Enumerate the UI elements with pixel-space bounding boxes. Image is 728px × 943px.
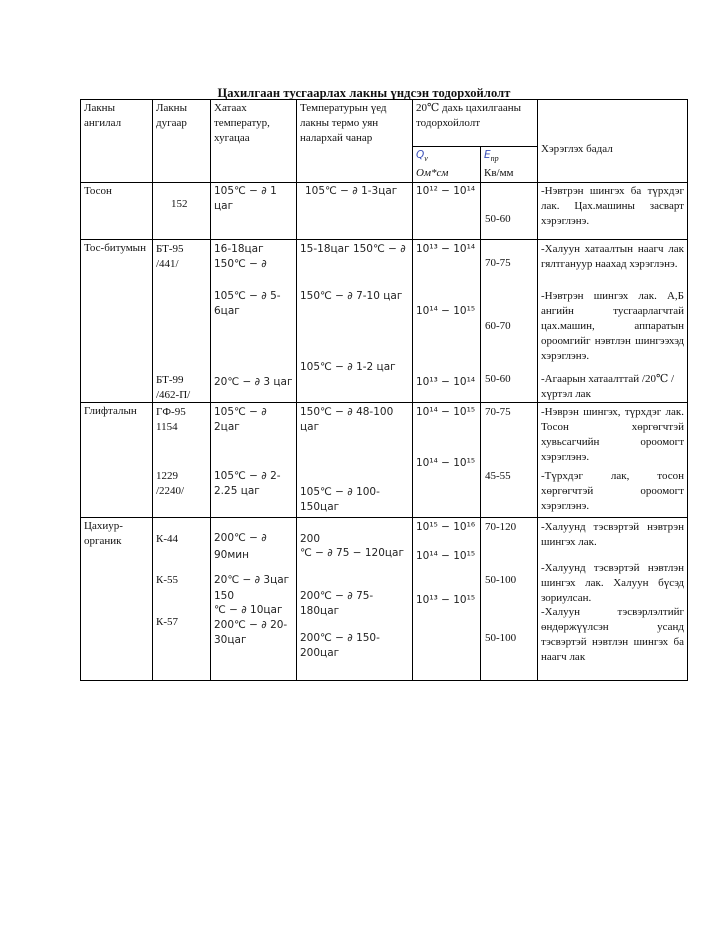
cell-text: -Агаарын хатаалттай /20℃ / хүртэл лак bbox=[541, 373, 675, 401]
row-toson-resist bbox=[413, 183, 481, 240]
table-row bbox=[81, 403, 688, 518]
cell-text: 15-18цаг 150℃ − ∂ bbox=[300, 243, 406, 256]
row-silicon-strength bbox=[481, 518, 538, 681]
header-resist bbox=[413, 147, 481, 183]
table-row bbox=[81, 518, 688, 681]
header-thermo: Температурын үед лакны термо уян налархай чанар bbox=[297, 100, 413, 183]
cell-text: 20℃ − ∂ 3 цаг bbox=[214, 376, 293, 389]
cell-text: 200 bbox=[300, 533, 321, 546]
cell-text: 105℃ − ∂ 1 цаг bbox=[214, 185, 277, 213]
row-bitum-thermo bbox=[297, 240, 413, 403]
cell-text: 10¹⁵ − 10¹⁶ bbox=[416, 521, 476, 534]
cell-text: 150℃ − ∂ 7-10 цаг bbox=[300, 290, 403, 303]
cell-text: 50-60 bbox=[485, 373, 511, 386]
cell-text: -Нэвтрэн шингэх ба түрхдэг лак. Цах.машины засварт хэрэглэнэ. bbox=[541, 185, 684, 228]
row-toson-number bbox=[153, 183, 211, 240]
row-toson-dry bbox=[211, 183, 297, 240]
cell-text: 105℃ − ∂ 2-2.25 цаг bbox=[214, 470, 281, 498]
cell-text: К-57 bbox=[156, 616, 178, 629]
row-silicon-number bbox=[153, 518, 211, 681]
cell-text: 200℃ − ∂ 150-200цаг bbox=[300, 632, 380, 660]
header-strength bbox=[481, 147, 538, 183]
cell-text: 200℃ − ∂ 20-30цаг bbox=[214, 619, 288, 647]
header-strength-unit: Кв/мм bbox=[484, 167, 514, 180]
row-toson-strength bbox=[481, 183, 538, 240]
row-silicon-dry bbox=[211, 518, 297, 681]
cell-text: К-44 bbox=[156, 533, 178, 546]
row-glif-dry bbox=[211, 403, 297, 518]
cell-text: -Халуунд тэсвэртэй нэвтрэн шингэх лак. bbox=[541, 521, 684, 549]
header-number: Лакны дугаар bbox=[153, 100, 211, 183]
header-electric: 20℃ дахь цахилгааны тодорхойлолт bbox=[413, 100, 538, 147]
page-title: Цахилгаан тусгаарлах лакны үндсэн тодорхойлолт bbox=[217, 86, 511, 100]
cell-text: -Халуун тэсвэрлэлтийг өндөржүүлсэн усанд тэсвэртэй нэвтлэн шингэх ба наагч лак bbox=[541, 606, 684, 664]
header-resist-sub: v bbox=[424, 154, 428, 164]
row-bitum-number bbox=[153, 240, 211, 403]
cell-text: 10¹³ − 10¹⁵ bbox=[416, 594, 476, 607]
cell-text: 20℃ − ∂ 3цаг bbox=[214, 574, 290, 587]
cell-text: К-55 bbox=[156, 574, 178, 587]
cell-text: 10¹⁴ − 10¹⁵ bbox=[416, 550, 476, 563]
cell-text: 70-120 bbox=[485, 521, 517, 534]
row-toson-class bbox=[81, 183, 153, 240]
row-toson-thermo bbox=[297, 183, 413, 240]
title-area bbox=[0, 0, 728, 110]
cell-text: -Нэвтрэн шингэх лак. А,Б ангийн тусгаарлагчтай цах.машин, аппаратын ороомгийг нэвтлэн шингээхэд хэрэглэнэ. bbox=[541, 290, 684, 363]
header-row bbox=[81, 100, 688, 147]
cell-text: 10¹³ − 10¹⁴ bbox=[416, 376, 476, 389]
row-glif-number bbox=[153, 403, 211, 518]
cell-text: 105℃ − ∂ 5-6цаг bbox=[214, 290, 281, 318]
cell-text: ГФ-95 1154 bbox=[156, 406, 186, 434]
header-use: Хэрэглэх бадал bbox=[538, 100, 688, 183]
cell-text: 70-75 bbox=[485, 406, 511, 419]
cell-text: БТ-99 /462-П/ bbox=[156, 374, 191, 402]
row-bitum-resist bbox=[413, 240, 481, 403]
header-dry: Хатаах температур, хугацаа bbox=[211, 100, 297, 183]
row-glif-resist bbox=[413, 403, 481, 518]
cell-text: 150 bbox=[214, 590, 235, 603]
row-silicon-thermo bbox=[297, 518, 413, 681]
cell-text: Тос-битумын bbox=[84, 242, 146, 255]
cell-text: 16-18цаг 150℃ − ∂ bbox=[214, 243, 267, 271]
row-glif-strength bbox=[481, 403, 538, 518]
row-bitum-class bbox=[81, 240, 153, 403]
cell-text: -Нэврэн шингэх, түрхдэг лак. Тосон хөргөгчтэй хувьсагчийн ороомогт хэрэглэнэ. bbox=[541, 406, 684, 464]
cell-text: -Түрхдэг лак, тосон хөргөгчтэй ороомогт хэрэглэнэ. bbox=[541, 470, 684, 513]
cell-text: ℃ − ∂ 10цаг bbox=[214, 604, 283, 617]
cell-text: 150℃ − ∂ 48-100 цаг bbox=[300, 406, 394, 434]
row-silicon-use bbox=[538, 518, 688, 681]
header-resist-unit: Ом*см bbox=[416, 167, 449, 180]
cell-text: 200℃ − ∂ 75-180цаг bbox=[300, 590, 374, 618]
row-bitum-strength bbox=[481, 240, 538, 403]
cell-text: 10¹⁴ − 10¹⁵ bbox=[416, 406, 476, 419]
cell-text: 10¹⁴ − 10¹⁵ bbox=[416, 457, 476, 470]
cell-text: 10¹³ − 10¹⁴ bbox=[416, 243, 476, 256]
row-glif-thermo bbox=[297, 403, 413, 518]
row-toson-use bbox=[538, 183, 688, 240]
cell-text: 60-70 bbox=[485, 320, 511, 333]
row-bitum-dry bbox=[211, 240, 297, 403]
cell-text: Тосон bbox=[84, 185, 112, 198]
table-row bbox=[81, 183, 688, 240]
header-strength-sub: пр bbox=[490, 154, 499, 164]
cell-text: 10¹² − 10¹⁴ bbox=[416, 185, 476, 198]
row-silicon-class bbox=[81, 518, 153, 681]
cell-text: БТ-95 /441/ bbox=[156, 243, 184, 271]
row-glif-class bbox=[81, 403, 153, 518]
cell-text: 105℃ − ∂ 100-150цаг bbox=[300, 486, 380, 514]
cell-text: Глифталын bbox=[84, 405, 137, 418]
cell-text: -Халуун хатаалтын наагч лак гялтгануур наахад хэрэглэнэ. bbox=[541, 243, 684, 271]
spec-table bbox=[80, 99, 688, 681]
row-bitum-use bbox=[538, 240, 688, 403]
row-silicon-resist bbox=[413, 518, 481, 681]
cell-text: 105℃ − ∂ 2цаг bbox=[214, 406, 267, 434]
cell-text: 200℃ − ∂ 90мин bbox=[214, 532, 267, 562]
cell-text: 45-55 bbox=[485, 470, 511, 483]
header-strength-symbol: E bbox=[484, 149, 491, 161]
cell-text: ℃ − ∂ 75 − 120цаг bbox=[300, 547, 405, 560]
cell-text: 105℃ − ∂ 1-2 цаг bbox=[300, 361, 396, 374]
cell-text: 50-60 bbox=[485, 213, 511, 226]
cell-text: -Халуунд тэсвэртэй нэвтлэн шингэх лак. Халуун бүсэд зориулсан. bbox=[541, 562, 684, 605]
cell-text: 1229 /2240/ bbox=[156, 470, 185, 498]
table-row bbox=[81, 240, 688, 403]
header-resist-symbol: Q bbox=[416, 149, 425, 161]
cell-text: 70-75 bbox=[485, 257, 511, 270]
cell-text: 152 bbox=[171, 198, 188, 211]
cell-text: 50-100 bbox=[485, 632, 517, 645]
cell-text: 50-100 bbox=[485, 574, 517, 587]
header-class: Лакны ангилал bbox=[81, 100, 153, 183]
row-glif-use bbox=[538, 403, 688, 518]
cell-text: 105℃ − ∂ 1-3цаг bbox=[305, 185, 398, 198]
cell-text: 10¹⁴ − 10¹⁵ bbox=[416, 305, 476, 318]
cell-text: Цахиур-органик bbox=[84, 520, 123, 548]
